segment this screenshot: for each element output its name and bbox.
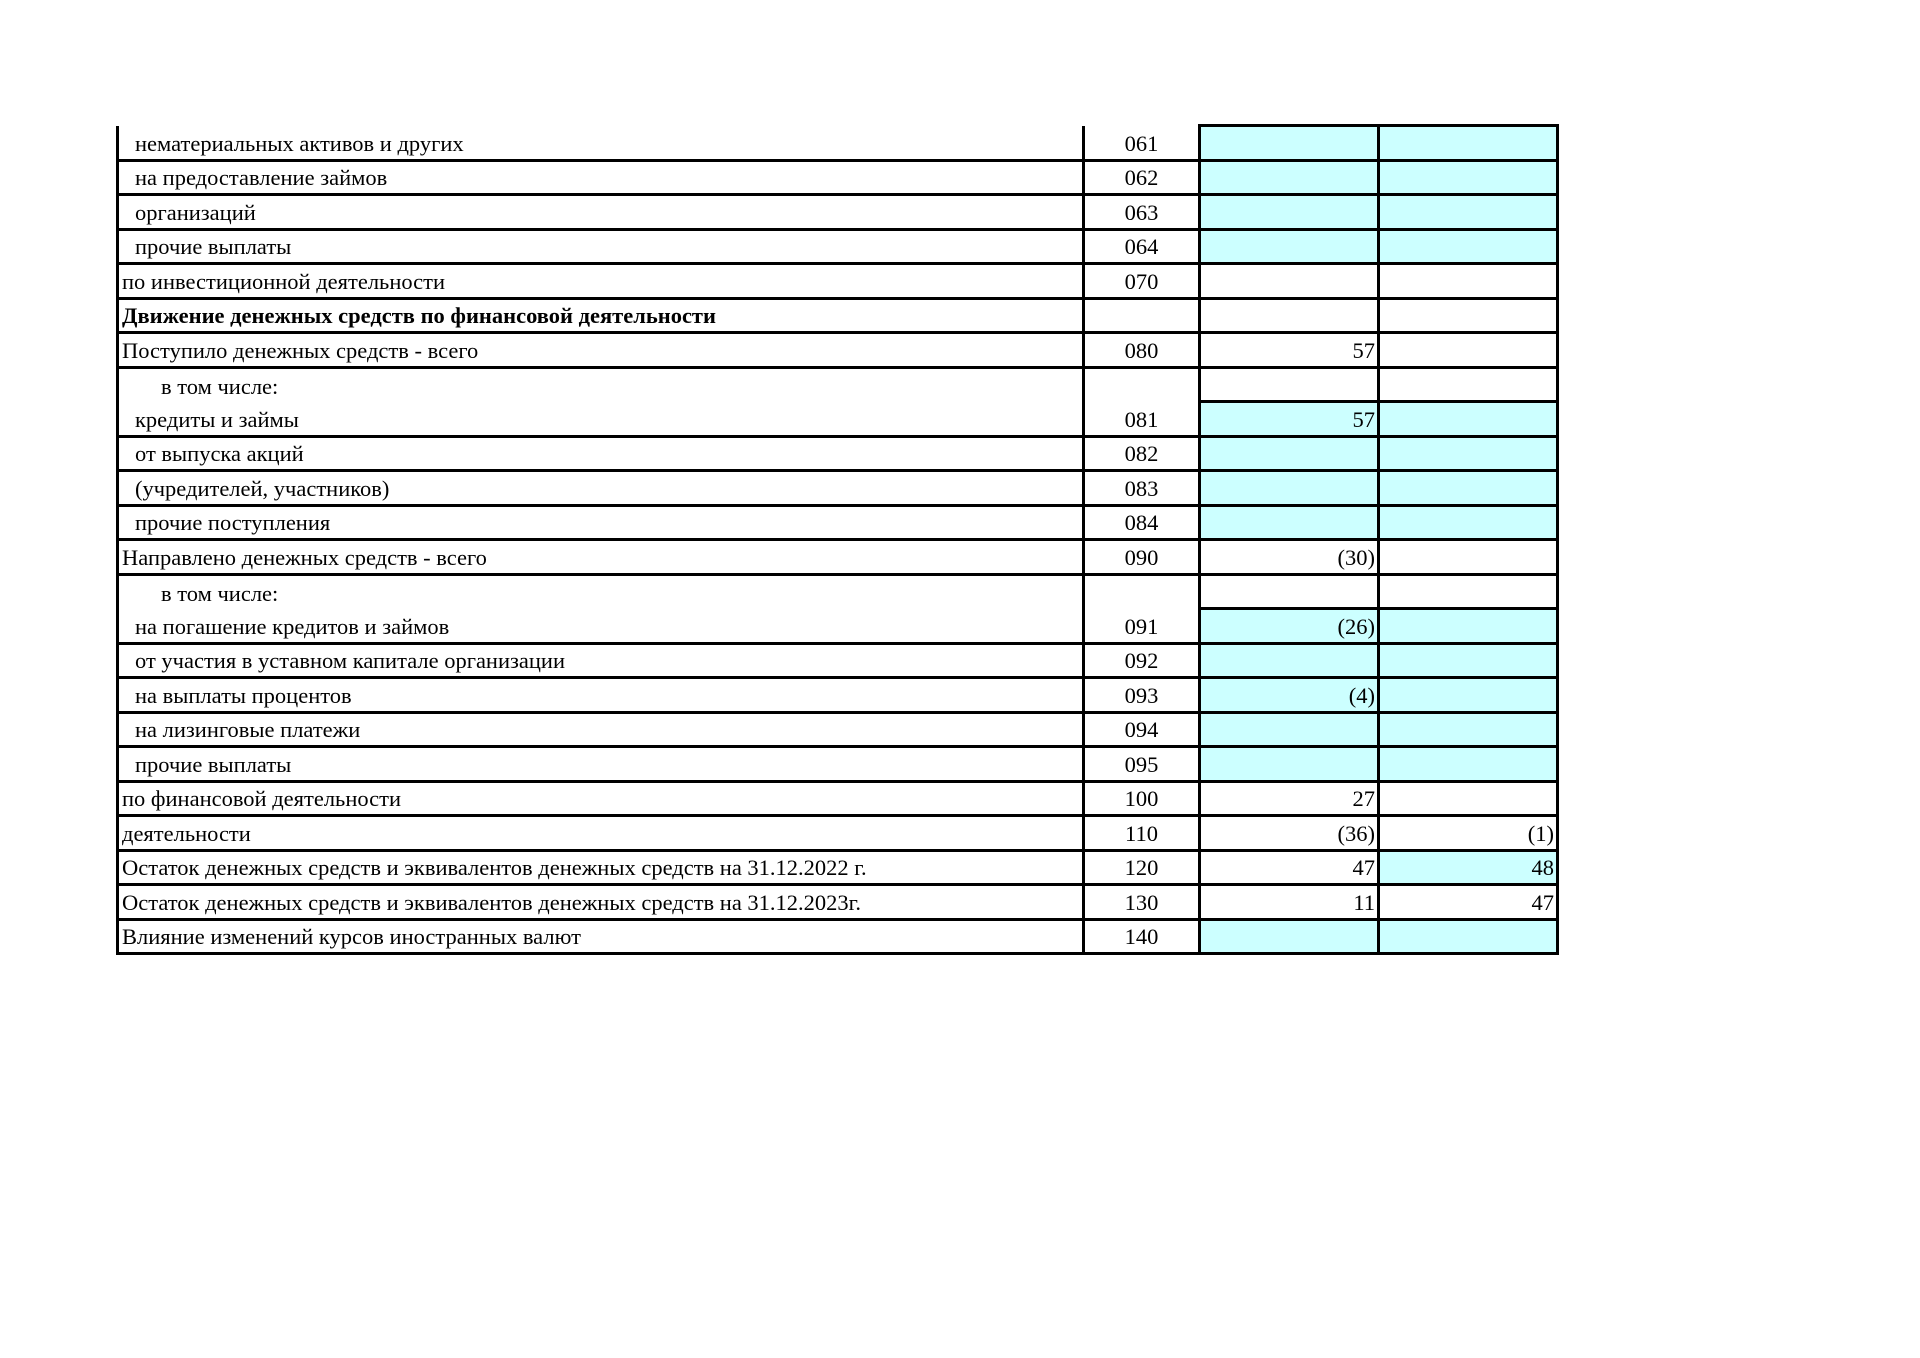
row-code: 090: [1084, 540, 1200, 575]
cash-flow-table-body: [118, 126, 1558, 954]
value-current-period: 27: [1200, 781, 1379, 816]
value-previous-period: [1379, 367, 1558, 402]
table-row: [118, 781, 1558, 816]
row-code: 070: [1084, 264, 1200, 299]
value-previous-period[interactable]: [1379, 471, 1558, 506]
row-code: 094: [1084, 712, 1200, 747]
value-current-period[interactable]: [1200, 471, 1379, 506]
row-label: кредиты и займы: [118, 402, 1084, 437]
value-current-period: [1200, 367, 1379, 402]
value-current-period: [1200, 298, 1379, 333]
table-row: [118, 367, 1558, 402]
row-code: 100: [1084, 781, 1200, 816]
row-label: в том числе:: [118, 574, 1084, 609]
cash-flow-table: [116, 124, 1559, 955]
table-row: [118, 195, 1558, 230]
value-previous-period[interactable]: [1379, 402, 1558, 437]
table-row: [118, 505, 1558, 540]
row-code: 081: [1084, 402, 1200, 437]
row-label: прочие выплаты: [118, 229, 1084, 264]
row-label: организаций: [118, 195, 1084, 230]
row-code: 130: [1084, 885, 1200, 920]
value-current-period[interactable]: [1200, 436, 1379, 471]
value-current-period[interactable]: [1200, 747, 1379, 782]
table-row: [118, 609, 1558, 644]
value-previous-period[interactable]: [1379, 195, 1558, 230]
row-code: 120: [1084, 850, 1200, 885]
row-label: по финансовой деятельности: [118, 781, 1084, 816]
row-code: 110: [1084, 816, 1200, 851]
value-previous-period: [1379, 574, 1558, 609]
value-current-period[interactable]: [1200, 643, 1379, 678]
table-row: [118, 712, 1558, 747]
value-previous-period[interactable]: [1379, 126, 1558, 161]
value-previous-period[interactable]: [1379, 919, 1558, 954]
table-row: [118, 816, 1558, 851]
value-current-period[interactable]: (26): [1200, 609, 1379, 644]
value-previous-period[interactable]: [1379, 747, 1558, 782]
table-row: [118, 298, 1558, 333]
row-label: на погашение кредитов и займов: [118, 609, 1084, 644]
value-current-period[interactable]: 57: [1200, 402, 1379, 437]
value-current-period[interactable]: [1200, 229, 1379, 264]
value-previous-period[interactable]: [1379, 160, 1558, 195]
value-previous-period: [1379, 540, 1558, 575]
row-label: (учредителей, участников): [118, 471, 1084, 506]
row-label: на предоставление займов: [118, 160, 1084, 195]
value-previous-period[interactable]: [1379, 643, 1558, 678]
value-previous-period[interactable]: [1379, 678, 1558, 713]
value-previous-period: 47: [1379, 885, 1558, 920]
value-current-period[interactable]: [1200, 505, 1379, 540]
value-previous-period: [1379, 781, 1558, 816]
row-code: 063: [1084, 195, 1200, 230]
table-row: [118, 540, 1558, 575]
value-current-period: (30): [1200, 540, 1379, 575]
value-current-period: 47: [1200, 850, 1379, 885]
value-previous-period[interactable]: [1379, 229, 1558, 264]
row-code: 080: [1084, 333, 1200, 368]
table-row: [118, 229, 1558, 264]
row-code: 082: [1084, 436, 1200, 471]
row-code: 064: [1084, 229, 1200, 264]
value-current-period[interactable]: [1200, 126, 1379, 161]
value-previous-period[interactable]: [1379, 712, 1558, 747]
value-current-period[interactable]: [1200, 919, 1379, 954]
row-code: 061: [1084, 126, 1200, 161]
value-current-period: [1200, 264, 1379, 299]
table-row: [118, 850, 1558, 885]
value-previous-period[interactable]: 48: [1379, 850, 1558, 885]
value-previous-period: [1379, 264, 1558, 299]
row-code: 095: [1084, 747, 1200, 782]
value-previous-period: [1379, 298, 1558, 333]
row-label: по инвестиционной деятельности: [118, 264, 1084, 299]
table-row: [118, 402, 1558, 437]
table-row: [118, 264, 1558, 299]
row-label: Движение денежных средств по финансовой деятельности: [118, 298, 1084, 333]
value-previous-period[interactable]: [1379, 436, 1558, 471]
row-code: 084: [1084, 505, 1200, 540]
value-current-period: (36): [1200, 816, 1379, 851]
row-label: Остаток денежных средств и эквивалентов денежных средств на 31.12.2022 г.: [118, 850, 1084, 885]
table-row: [118, 574, 1558, 609]
row-code: 140: [1084, 919, 1200, 954]
value-current-period[interactable]: (4): [1200, 678, 1379, 713]
row-label: Остаток денежных средств и эквивалентов денежных средств на 31.12.2023г.: [118, 885, 1084, 920]
table-row: [118, 885, 1558, 920]
row-label: в том числе:: [118, 367, 1084, 402]
row-label: нематериальных активов и других: [118, 126, 1084, 161]
table-row: [118, 160, 1558, 195]
row-code: 062: [1084, 160, 1200, 195]
row-label: от выпуска акций: [118, 436, 1084, 471]
table-row: [118, 919, 1558, 954]
table-row: [118, 678, 1558, 713]
row-code: 083: [1084, 471, 1200, 506]
value-current-period: 57: [1200, 333, 1379, 368]
value-previous-period[interactable]: [1379, 505, 1558, 540]
table-row: [118, 471, 1558, 506]
row-label: прочие выплаты: [118, 747, 1084, 782]
row-label: Направлено денежных средств - всего: [118, 540, 1084, 575]
value-previous-period: (1): [1379, 816, 1558, 851]
value-current-period[interactable]: [1200, 195, 1379, 230]
row-code: [1084, 574, 1200, 609]
table-row: [118, 436, 1558, 471]
value-previous-period[interactable]: [1379, 609, 1558, 644]
value-current-period: 11: [1200, 885, 1379, 920]
value-current-period[interactable]: [1200, 160, 1379, 195]
row-label: от участия в уставном капитале организации: [118, 643, 1084, 678]
row-label: прочие поступления: [118, 505, 1084, 540]
row-code: 091: [1084, 609, 1200, 644]
table-row: [118, 643, 1558, 678]
value-current-period[interactable]: [1200, 712, 1379, 747]
row-label: деятельности: [118, 816, 1084, 851]
value-previous-period: [1379, 333, 1558, 368]
table-row: [118, 747, 1558, 782]
row-label: на лизинговые платежи: [118, 712, 1084, 747]
row-label: на выплаты процентов: [118, 678, 1084, 713]
value-current-period: [1200, 574, 1379, 609]
row-code: 092: [1084, 643, 1200, 678]
row-code: [1084, 367, 1200, 402]
row-label: Поступило денежных средств - всего: [118, 333, 1084, 368]
row-label: Влияние изменений курсов иностранных валют: [118, 919, 1084, 954]
table-row: [118, 333, 1558, 368]
row-code: [1084, 298, 1200, 333]
table-row: [118, 126, 1558, 161]
row-code: 093: [1084, 678, 1200, 713]
